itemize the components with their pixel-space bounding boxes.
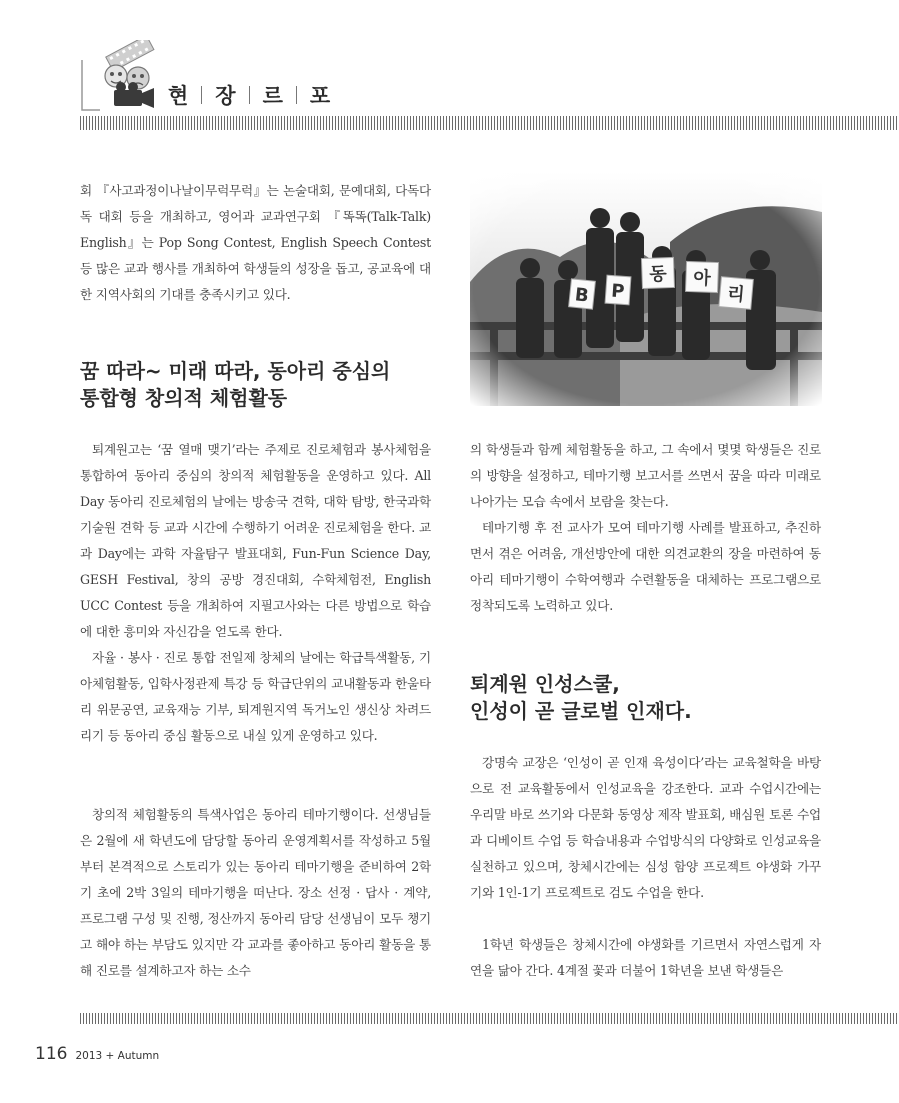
section-heading-creative-activities [80, 358, 431, 412]
body-paragraph: 자율 · 봉사 · 진로 통합 전일제 창체의 날에는 학급특색활동, 기아체험활동, 입학사정관제 특강 등 학급단위의 교내활동과 한울타리 위문공연, 교육재능 기부, 퇴계원지역 독거노인 생신상 차려드리기 등 동아리 중심 활동으로 내실 있게 운영하고 있다. [80, 650, 431, 743]
body-paragraph: 퇴계원고는 ‘꿈 열매 맺기’라는 주제로 진로체험과 봉사체험을 통합하여 동아리 중심의 창의적 체험활동을 운영하고 있다. All Day 동아리 진로체험의 날에는 방송국 견학, 대학 탐방, 한국과학기술원 견학 등 교과 시간에 수행하기 어려운 진로체험을 한다. 교과 Day에는 과학 자율탐구 발표대회, Fun-Fun Science Day, GESH Festival, 창의 공방 경진대회, 수학체험전, English UCC Contest 등을 개최하여 지필고사와는 다른 방법으로 학습에 대한 흥미와 자신감을 얻도록 한다. [80, 442, 431, 639]
body-paragraph: 의 학생들과 함께 체험활동을 하고, 그 속에서 몇몇 학생들은 진로의 방향을 설정하고, 테마기행 보고서를 쓰면서 꿈을 따라 미래로 나아가는 모습 속에서 보람을 찾는다. [470, 442, 821, 509]
issue-label: 2013 + Autumn [75, 1050, 160, 1062]
page-number: 116 [35, 1044, 68, 1064]
title-divider [201, 86, 202, 104]
section-heading-character-school [470, 671, 821, 725]
section-title-char: 르 [262, 84, 283, 108]
title-divider [249, 86, 250, 104]
footer-hatched-rule [80, 1013, 899, 1024]
intro-paragraph: 회 『사고과정이나날이무럭무럭』는 논술대회, 문예대회, 다독다독 대회 등을 개최하고, 영어과 교과연구회 『똑똑(Talk-Talk) English』는 Pop Song Contest, English Speech Contest 등 많은 교과 행사를 개최하여 학생들의 성장을 돕고, 공교육에 대한 지역사회의 기대를 충족시키고 있다. [80, 183, 431, 302]
body-paragraph: 강명숙 교장은 ‘인성이 곧 인재 육성이다’라는 교육철학을 바탕으로 전 교육활동에서 인성교육을 강조한다. 교과 수업시간에는 우리말 바로 쓰기와 다문화 동영상 제작 발표회, 배심원 토론 수업과 디베이트 수업 등 학습내용과 수업방식의 다양화로 인성교육을 실천하고 있으며, 창체시간에는 심성 함양 프로젝트 야생화 가꾸기와 1인-1기 프로젝트로 검도 수업을 한다. [470, 755, 821, 900]
heading-line: 꿈 따라~ 미래 따라, 동아리 중심의 [80, 359, 391, 383]
left-column-block [80, 437, 431, 749]
heading-line: 퇴계원 인성스쿨, [470, 672, 620, 696]
section-title-char: 장 [215, 84, 236, 108]
section-title [168, 80, 330, 110]
header-hatched-rule [80, 116, 899, 130]
film-camera-masks-icon [80, 40, 162, 112]
body-paragraph: 1학년 학생들은 창체시간에 야생화를 기르면서 자연스럽게 자연을 닮아 간다. 4계절 꽃과 더불어 1학년을 보낸 학생들은 [470, 937, 821, 978]
right-column-block [470, 437, 821, 619]
page-footer [35, 1044, 159, 1066]
title-divider [296, 86, 297, 104]
section-title-char: 포 [309, 84, 331, 108]
section-title-char: 현 [168, 84, 189, 108]
heading-line: 통합형 창의적 체험활동 [80, 386, 288, 410]
body-paragraph: 창의적 체험활동의 특색사업은 동아리 테마기행이다. 선생님들은 2월에 새 학년도에 담당할 동아리 운영계획서를 작성하고 5월부터 본격적으로 스토리가 있는 동아리 테마기행을 준비하여 2학기 초에 2박 3일의 테마기행을 떠난다. 장소 선정 · 답사 · 계약, 프로그램 구성 및 진행, 정산까지 동아리 담당 선생님이 모두 챙기고 해야 하는 부담도 있지만 각 교과를 좋아하고 동아리 활동을 통해 진로를 설계하고자 하는 소수 [80, 807, 431, 978]
club-group-photo [470, 172, 822, 406]
body-paragraph: 테마기행 후 전 교사가 모여 테마기행 사례를 발표하고, 추진하면서 겪은 어려움, 개선방안에 대한 의견교환의 장을 마련하여 동아리 테마기행이 수학여행과 수련활동을 대체하는 프로그램으로 정착되도록 노력하고 있다. [470, 520, 821, 613]
heading-line: 인성이 곧 글로벌 인재다. [470, 699, 692, 723]
